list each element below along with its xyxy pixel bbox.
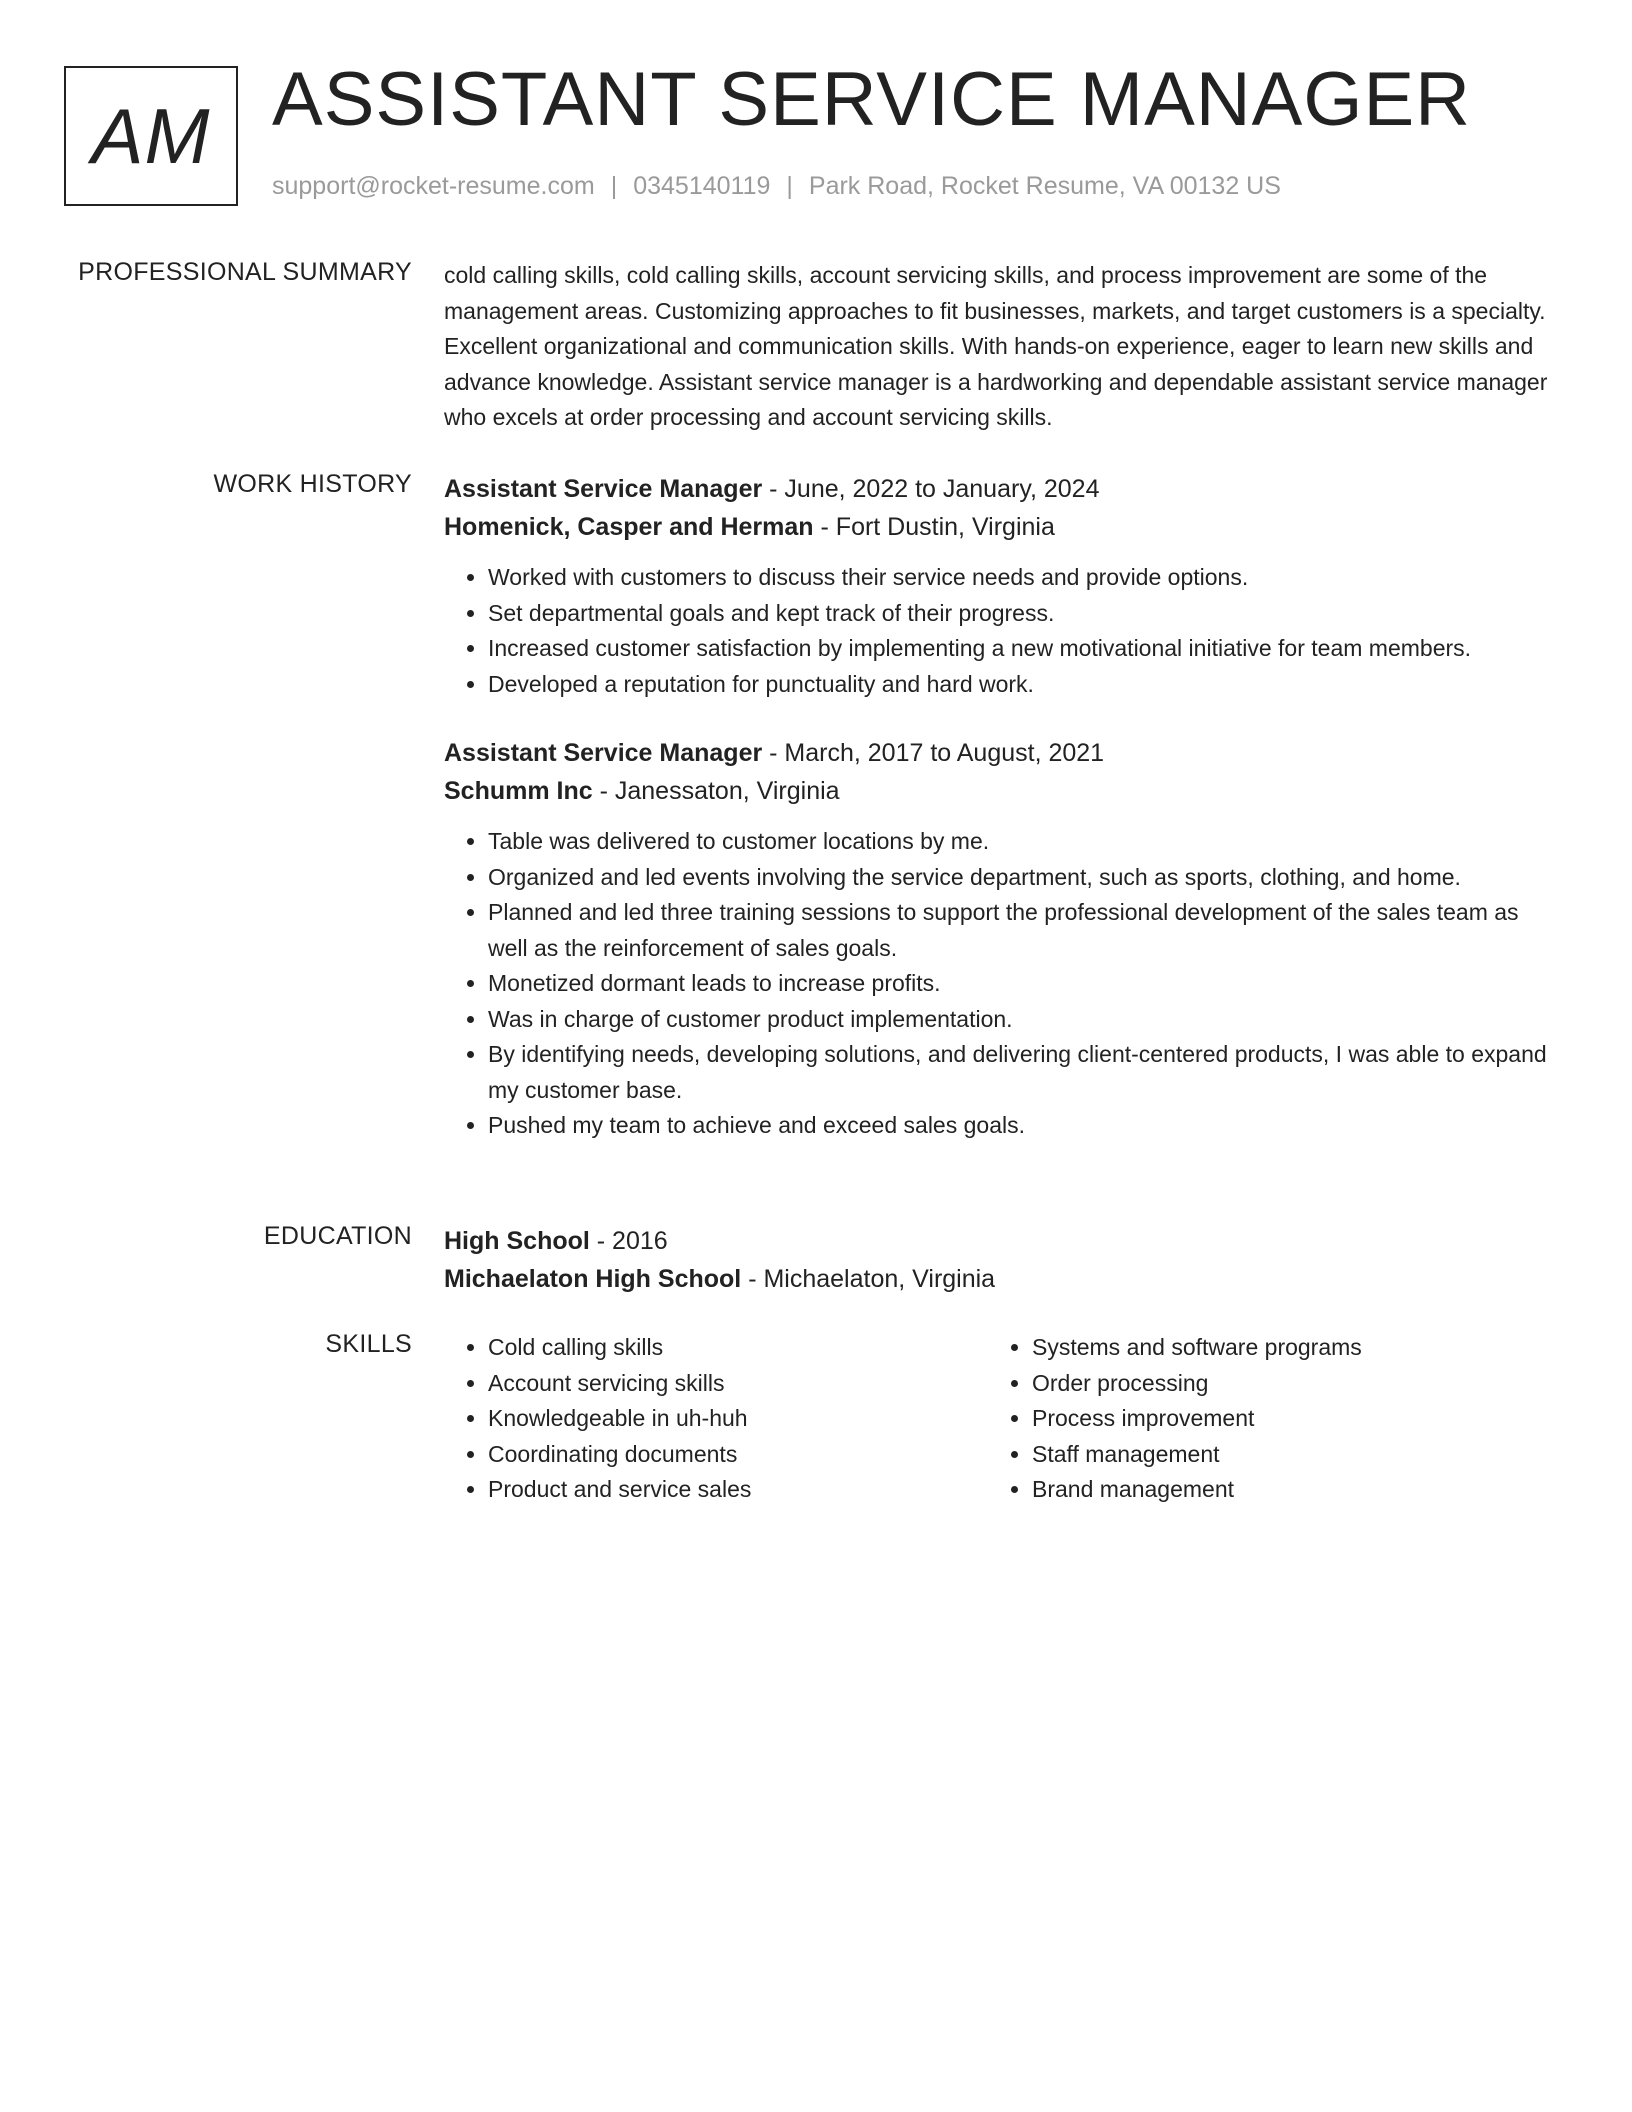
contact-phone: 0345140119 <box>633 172 771 200</box>
job-duty: • Organized and led events involving the service department, such as sports, clothing, and home. <box>488 860 1554 896</box>
contact-separator: | <box>610 172 618 200</box>
skill-item: • Order processing <box>1032 1366 1552 1402</box>
job-duty: • Was in charge of customer product implementation. <box>488 1002 1554 1038</box>
skills-list-left <box>444 1330 988 1508</box>
job-dates: - March, 2017 to August, 2021 <box>762 739 1105 767</box>
skill-item: • Brand management <box>1032 1472 1552 1508</box>
education-school: Michaelaton High School <box>444 1265 742 1293</box>
job-company: Homenick, Casper and Herman <box>444 513 814 541</box>
skill-item: • Systems and software programs <box>1032 1330 1552 1366</box>
skill-item: • Account servicing skills <box>488 1366 988 1402</box>
job-duty: • Worked with customers to discuss their service needs and provide options. <box>488 560 1554 596</box>
job-title-line <box>444 470 1554 508</box>
job-title: Assistant Service Manager <box>444 475 763 503</box>
monogram-logo <box>64 66 238 206</box>
skills-columns <box>444 1330 1554 1508</box>
job-duties-list <box>444 560 1554 702</box>
skill-item: • Knowledgeable in uh-huh <box>488 1401 988 1437</box>
contact-address: Park Road, Rocket Resume, VA 00132 US <box>808 172 1281 200</box>
contact-email: support@rocket-resume.com <box>272 172 595 200</box>
summary-heading: PROFESSIONAL SUMMARY <box>78 258 412 286</box>
job-duty: • Increased customer satisfaction by implementing a new motivational initiative for team members. <box>488 631 1554 667</box>
education-location: - Michaelaton, Virginia <box>741 1265 996 1293</box>
summary-text: cold calling skills, cold calling skills, account servicing skills, and process improvement are some of the management areas. Customizing approaches to fit businesses, markets, and target customers is a specialty. Excellent organizational and communication skills. With hands-on experience, eager to learn new skills and advance knowledge. Assistant service manager is a hardworking and dependable assistant service manager who excels at order processing and account servicing skills. <box>444 262 1548 430</box>
work-history-heading: WORK HISTORY <box>213 470 412 498</box>
monogram-text: AM <box>91 91 211 180</box>
job-company: Schumm Inc <box>444 777 593 805</box>
education-degree-line <box>444 1222 1554 1260</box>
skills-body <box>444 1330 1554 1508</box>
job-title-line <box>444 734 1554 772</box>
work-history-body <box>444 470 1554 1144</box>
education-degree: High School <box>444 1227 590 1255</box>
skills-heading: SKILLS <box>325 1330 412 1358</box>
contact-line <box>272 172 1281 201</box>
job-duty: • Pushed my team to achieve and exceed sales goals. <box>488 1108 1554 1144</box>
resume-title: ASSISTANT SERVICE MANAGER <box>272 57 1472 142</box>
skill-item: • Process improvement <box>1032 1401 1552 1437</box>
skill-item: • Product and service sales <box>488 1472 988 1508</box>
job-duty: • Monetized dormant leads to increase profits. <box>488 966 1554 1002</box>
job-location: - Fort Dustin, Virginia <box>813 513 1055 541</box>
contact-separator: | <box>786 172 793 200</box>
job-company-line <box>444 772 1554 810</box>
skill-item: • Staff management <box>1032 1437 1552 1473</box>
job-duty: • By identifying needs, developing solutions, and delivering client-centered products, I was able to expand my customer base. <box>488 1037 1554 1108</box>
job-company-line <box>444 508 1554 546</box>
job-duty: • Table was delivered to customer locations by me. <box>488 824 1554 860</box>
job-duty: • Developed a reputation for punctuality and hard work. <box>488 667 1554 703</box>
job-duties-list <box>444 824 1554 1144</box>
skill-item: • Cold calling skills <box>488 1330 988 1366</box>
skills-list-right <box>988 1330 1552 1508</box>
job-duty: • Set departmental goals and kept track of their progress. <box>488 596 1554 632</box>
education-school-line <box>444 1260 1554 1298</box>
education-heading: EDUCATION <box>263 1222 412 1250</box>
job-title: Assistant Service Manager <box>444 739 763 767</box>
education-body <box>444 1222 1554 1298</box>
job-location: - Janessaton, Virginia <box>592 777 840 805</box>
job-entry <box>444 734 1554 1144</box>
job-dates: - June, 2022 to January, 2024 <box>762 475 1100 503</box>
education-year: - 2016 <box>589 1227 668 1255</box>
skill-item: • Coordinating documents <box>488 1437 988 1473</box>
job-entry <box>444 470 1554 702</box>
job-duty: • Planned and led three training sessions to support the professional development of the sales team as well as the reinforcement of sales goals. <box>488 895 1554 966</box>
